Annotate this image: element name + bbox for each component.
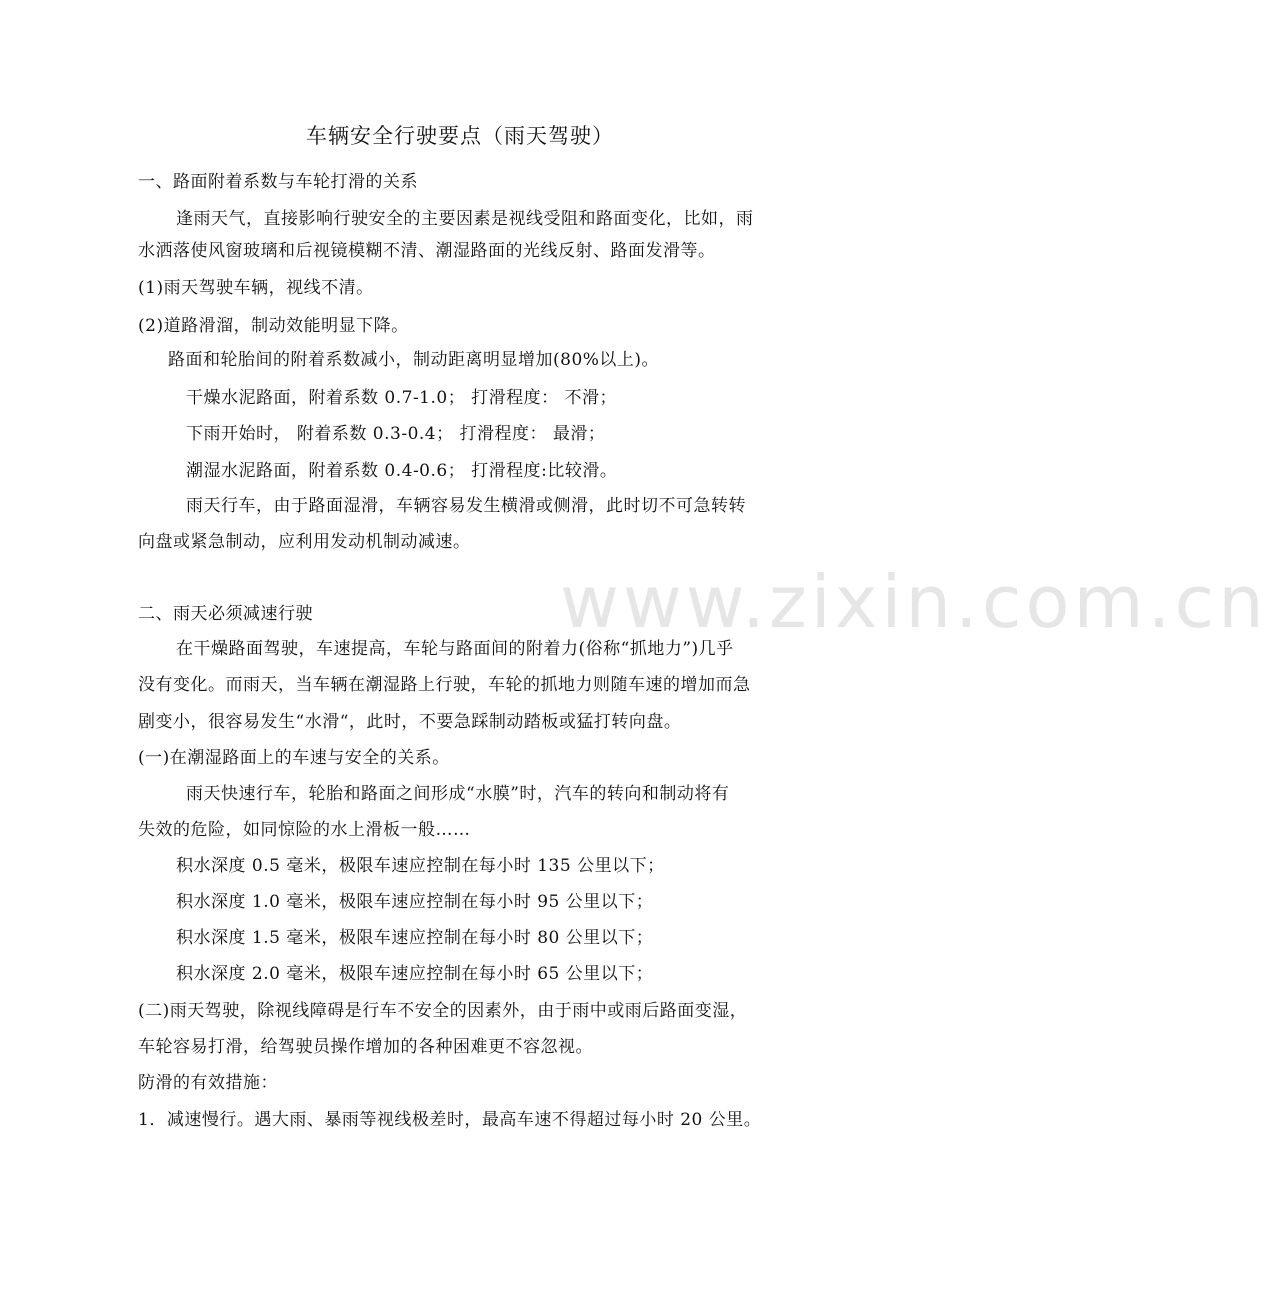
paragraph-line: 车轮容易打滑，给驾驶员操作增加的各种困难更不容忽视。 — [138, 1037, 593, 1057]
list-item: (1)雨天驾驶车辆，视线不清。 — [138, 278, 374, 298]
water-depth-row: 积水深度 1.0 毫米，极限车速应控制在每小时 95 公里以下； — [176, 892, 654, 912]
friction-row: 干燥水泥路面，附着系数 0.7-1.0； 打滑程度： 不滑； — [186, 388, 618, 408]
section-heading-2: 二、雨天必须减速行驶 — [138, 604, 313, 624]
subsection-heading: (一)在潮湿路面上的车速与安全的关系。 — [138, 748, 450, 768]
paragraph-line: 失效的危险，如同惊险的水上滑板一般…… — [138, 820, 471, 840]
document-title: 车辆安全行驶要点（雨天驾驶） — [306, 124, 614, 148]
water-depth-row: 积水深度 1.5 毫米，极限车速应控制在每小时 80 公里以下； — [176, 928, 654, 948]
friction-row: 下雨开始时， 附着系数 0.3-0.4； 打滑程度： 最滑； — [186, 424, 606, 444]
water-depth-row: 积水深度 0.5 毫米，极限车速应控制在每小时 135 公里以下； — [176, 856, 665, 876]
list-item: (2)道路滑溜，制动效能明显下降。 — [138, 316, 409, 336]
paragraph-line: 剧变小，很容易发生“水滑“，此时，不要急踩制动踏板或猛打转向盘。 — [138, 712, 682, 732]
subsection-heading: (二)雨天驾驶，除视线障碍是行车不安全的因素外，由于雨中或雨后路面变湿， — [138, 1001, 748, 1021]
watermark: www.zixin.com.cn — [560, 560, 1268, 644]
paragraph-line: 逢雨天气，直接影响行驶安全的主要因素是视线受阻和路面变化，比如，雨 — [176, 209, 754, 229]
measures-heading: 防滑的有效措施： — [138, 1073, 278, 1093]
friction-row: 潮湿水泥路面，附着系数 0.4-0.6； 打滑程度:比较滑。 — [186, 461, 618, 481]
measure-item: 1．减速慢行。遇大雨、暴雨等视线极差时，最高车速不得超过每小时 20 公里。 — [138, 1110, 762, 1130]
paragraph-line: 路面和轮胎间的附着系数减小，制动距离明显增加(80%以上)。 — [168, 350, 660, 370]
paragraph-line: 雨天快速行车，轮胎和路面之间形成“水膜”时，汽车的转向和制动将有 — [186, 784, 730, 804]
paragraph-line: 在干燥路面驾驶，车速提高，车轮与路面间的附着力(俗称“抓地力”)几乎 — [176, 639, 734, 659]
paragraph-line: 没有变化。而雨天，当车辆在潮湿路上行驶，车轮的抓地力则随车速的增加而急 — [138, 675, 751, 695]
paragraph-line: 向盘或紧急制动，应利用发动机制动减速。 — [138, 532, 471, 552]
paragraph-line: 雨天行车，由于路面湿滑，车辆容易发生横滑或侧滑，此时切不可急转转 — [186, 496, 746, 516]
water-depth-row: 积水深度 2.0 毫米，极限车速应控制在每小时 65 公里以下； — [176, 964, 654, 984]
paragraph-line: 水洒落使风窗玻璃和后视镜模糊不清、潮湿路面的光线反射、路面发滑等。 — [138, 241, 716, 261]
section-heading-1: 一、路面附着系数与车轮打滑的关系 — [138, 172, 418, 192]
